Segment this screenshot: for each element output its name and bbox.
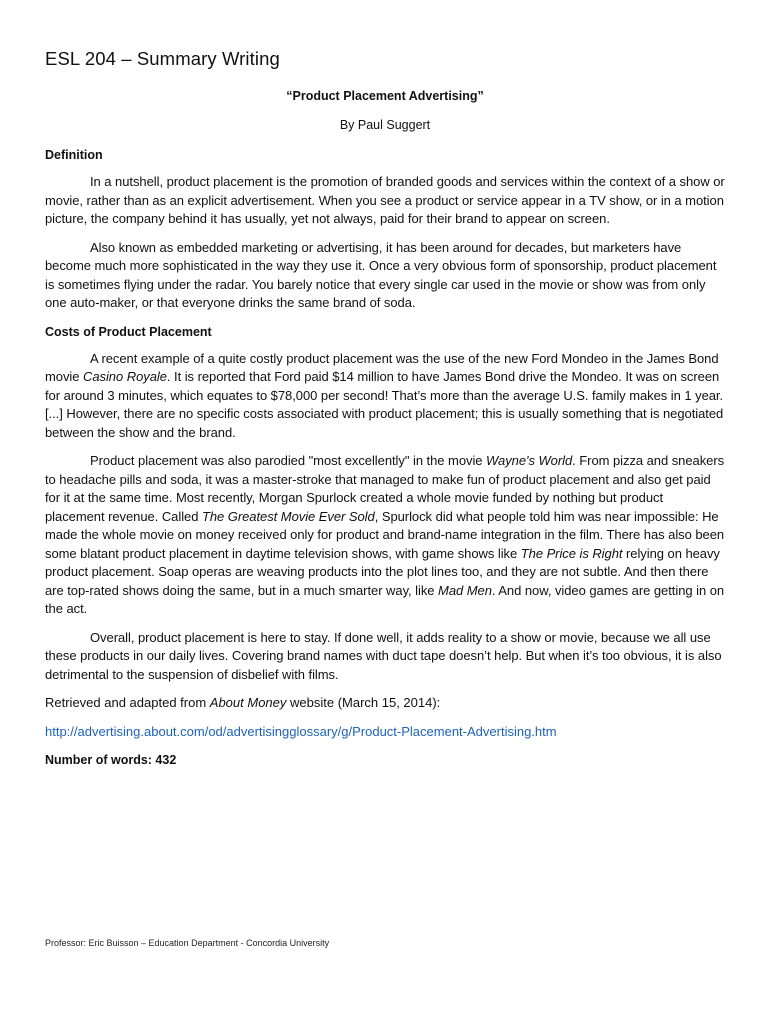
source-prefix: Retrieved and adapted from (45, 695, 210, 710)
course-title: ESL 204 – Summary Writing (45, 48, 280, 69)
paragraph-definition-2: Also known as embedded marketing or advertising, it has been around for decades, but marketers have become much more sophisticated in the way they use it. Once a very obvious form of sponsorship, product placement is sometimes flying under the radar. You barely notice that every single car used in the movie or show was from only one auto-maker, or that everyone drinks the same brand of soda. (45, 239, 717, 310)
movie-title-greatest-movie: The Greatest Movie Ever Sold (201, 508, 375, 524)
page-footer: Professor: Eric Buisson – Education Department - Concordia University (45, 938, 330, 948)
text-run: relying on heavy product placement. Soap operas are weaving products into the plot lines too, and they are not subtle. And then there are top-rated shows doing the same, but in a much smarter way, like (45, 545, 720, 598)
movie-title-casino-royale: Casino Royale (83, 369, 167, 384)
text-run: . And now, video games are getting in on the act. (45, 582, 725, 616)
word-count: Number of words: 432 (45, 753, 177, 767)
text-run: A recent example of a quite costly product placement was the use of the new Ford Mondeo in the James Bond movie (45, 350, 719, 384)
source-suffix: website (March 15, 2014): (286, 695, 441, 710)
byline: By Paul Suggert (339, 118, 431, 132)
source-url-line (45, 723, 725, 742)
paragraph-definition-1: In a nutshell, product placement is the promotion of branded goods and services within the context of a show or movie, rather than as an explicit advertisement. When you see a product or service appear in a TV show, or in a motion picture, the company behind it has usually, yet not always, paid for their brand to appear on screen. (45, 174, 725, 226)
show-title-price-is-right: The Price is Right (520, 545, 623, 561)
source-citation (45, 694, 725, 713)
paragraph-costs-3: Overall, product placement is here to stay. If done well, it adds reality to a show or movie, because we all use these products in our daily lives. Covering brand names with duct tape doesn’t help. But when it’s too obvious, it is also detrimental to the suspension of disbelief with films. (45, 629, 722, 682)
article-title: “Product Placement Advertising” (286, 89, 484, 103)
paragraph-costs-2 (45, 452, 725, 619)
text-run: Product placement was also parodied "most excellently" in the movie (90, 453, 487, 468)
section-heading-costs: Costs of Product Placement (45, 324, 212, 339)
text-run: . From pizza and sneakers to headache pills and soda, it was a master-stroke that managed to make fun of product placement and also get paid for it at the same time. Most recently, Morgan Spurlock created a whole movie funded by nothing but product placement revenue. Called (45, 453, 725, 524)
document-page (45, 46, 725, 769)
movie-title-waynes-world: Wayne's World (486, 453, 573, 468)
section-heading-definition: Definition (45, 148, 103, 162)
source-site-name: About Money (209, 695, 287, 710)
text-run: . It is reported that Ford paid $14 million to have James Bond drive the Mondeo. It was on screen for around 3 minutes, which equates to $78,000 per second! That’s more than the average U.S. family makes in 1 year. [...] However, there are no specific costs associated with product placement; this is usually something that is negotiated between the show and the brand. (45, 369, 724, 440)
text-run: , Spurlock did what people told him was near impossible: He made the whole movie on money received only for product and brand-name integration in the film. There has also been some blatant product placement in daytime television shows, with game shows like (45, 508, 725, 561)
source-url-link[interactable]: http://advertising.about.com/od/advertisingglossary/g/Product-Placement-Advertising.htm (45, 723, 557, 739)
paragraph-costs-1 (45, 350, 725, 443)
show-title-mad-men: Mad Men (438, 582, 492, 598)
